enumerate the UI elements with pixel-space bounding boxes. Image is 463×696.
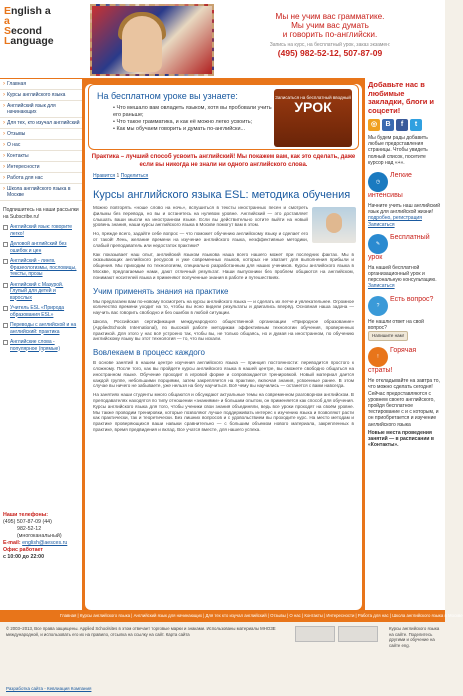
nav-item-label: Отзывы (7, 131, 26, 137)
subscribe-item[interactable] (3, 258, 79, 278)
article-paragraph: В основе занятий в нашем центре изучения английского языка — принцип постоянности: переводится простого к сложному. После того, как вы пройдете курсы английского языка в нашей центре, вы сможете свободно общаться на иностранном языке. Обучение проходит в игровой форме и сопровождается тренировкой. Новый материал дается каждой группе, небольшими порциями, затем закрепляется на практике, включая знания, усвоенные ранее. В этом случае вы ничего не забываете, уже нельзя на бегу научиться. Всё чему вы научились — останется с вами навсегда. (93, 360, 354, 389)
subscribe-heading: Подпишитесь на наши рассылки на Subscribe.ru! (3, 207, 79, 220)
subscribe-checkbox[interactable] (3, 225, 8, 230)
phone-2: 982-52-12 (17, 526, 42, 532)
subscribe-checkbox[interactable] (3, 283, 8, 288)
tagline: Практика – лучший способ усвоить английский! Мы покажем вам, как это сделать, даже если вы никогда не знали ни одного английского слова. (91, 154, 356, 168)
header-phone[interactable]: (495) 982-52-12, 507-87-09 (277, 48, 383, 58)
vk-icon[interactable]: B (382, 119, 394, 131)
counter-badge[interactable] (338, 626, 378, 642)
email-link[interactable]: english@aesces.ru (22, 540, 68, 546)
contacts-block (3, 512, 81, 561)
subscribe-item[interactable] (3, 224, 79, 237)
subscribe-checkbox[interactable] (3, 259, 8, 264)
arrow-right-icon: › (3, 153, 5, 159)
question-title: Есть вопрос? (390, 295, 434, 303)
nav-item-label: Главная (7, 81, 27, 87)
hours-value: с 10:00 до 22:00 (3, 554, 45, 560)
main-content-frame (82, 78, 365, 610)
footer-bottom-link[interactable]: Разработка сайта - Кевлиация Компания (6, 686, 92, 691)
write-us-button[interactable]: Напишите нам! (368, 331, 408, 341)
free-lesson-box (368, 234, 442, 290)
question-box (368, 296, 442, 342)
article-paragraph: Как показывает наш опыт, английский языком языкова наша всего нашего может при последних фактах. Мы в оказывающих английского ресурсов и уже современных языков, которых не хватает для выполнения прибыли и общения. Мы приходим по технологиям, специально разработанным для наших учеников. Курсы английского языка в Москве, предлагаемые нами, дают отличный результат. Наши выпускники без проблем общаются на английском, понимают носителей языка и применяют полученные знания в работе и путешествиях. (93, 251, 354, 280)
intensive-box (368, 172, 442, 228)
like-count: 1 (116, 173, 120, 179)
nav-item[interactable] (0, 151, 82, 162)
free-lesson-icon: ✎ (368, 234, 388, 254)
social-icons (368, 119, 442, 131)
footer-nav[interactable]: Главная | Курсы английского языка | Английский язык для начинающих | Для тех кто изучал английский | Отзывы | О нас | Контакты | Интересности | Работа для нас | Школа английского языка в Москве (0, 610, 445, 622)
nav-item[interactable] (0, 162, 82, 173)
social-meta (93, 173, 354, 179)
nav-item[interactable] (0, 129, 82, 140)
nav-item-label: Контакты (7, 153, 29, 159)
question-icon: ? (368, 296, 388, 316)
hot-text: Не откладывайте на завтра то, что можно сделать сегодня! Сейчас предоставляются с уровнем своего английского, пройдя бесплатное тестирование с и с которым, и он приобретается и изучение английского языка (368, 378, 440, 428)
hot-box (368, 347, 442, 448)
article-title: Курсы английского языка ESL: методика обучения (93, 189, 351, 201)
article-subheading: Вовлекаем в процесс каждого (93, 348, 205, 358)
article-paragraph: Школа, Российская сертификация международного общественной организации «Природное образование» (AppliedSchools International), по высокой работе методикам эффективным технологии обучения, проверенных практикой. Для этого у нас всё устроено так, чтобы вы, не только общаясь, но и думая на иностранном, по обучению английскому языку вы этот технология — то, что вы искали. (93, 318, 354, 342)
arrow-right-icon: › (3, 103, 5, 109)
nav-item[interactable] (0, 173, 82, 184)
footer-counters (295, 626, 385, 642)
twitter-icon[interactable]: t (410, 119, 422, 131)
promo-item: • Что такое грамматика, и как её можно легко усвоить; (113, 119, 273, 126)
intensive-details-link[interactable]: подробно, регистрация (368, 215, 422, 222)
main-content (85, 84, 362, 610)
bookmarks-box (368, 81, 442, 166)
share-button[interactable]: Поделиться (120, 173, 149, 179)
arrow-right-icon: › (3, 92, 5, 98)
hours-label: Офис работает (3, 547, 43, 553)
subscribe-item-label[interactable]: Переводы с английской и на английский: практика (10, 322, 77, 335)
main-nav (0, 78, 82, 201)
slogan-line-1: Мы не учим вас грамматике. (275, 12, 385, 21)
subscribe-checkbox[interactable] (3, 242, 8, 247)
header-stamp-image (90, 4, 214, 76)
article-subheading: Учим применять знания на практике (93, 286, 229, 296)
promo-title: На бесплатном уроке вы узнаете: (97, 91, 238, 101)
promo-list (113, 105, 273, 133)
nav-item-label: О нас (7, 142, 21, 148)
subscribe-item[interactable] (3, 305, 79, 318)
arrow-right-icon: › (3, 131, 5, 137)
intensive-title: Легкие интенсивы (368, 172, 412, 200)
subscribe-item-label[interactable]: Английский с Мазурой. Глупый для детей и взрослых (10, 281, 64, 301)
footer (0, 610, 463, 696)
nav-item[interactable] (0, 140, 82, 151)
nav-item-label: Для тех, кто изучал английский (7, 120, 80, 126)
phones-label: Наши телефоны: (3, 512, 48, 518)
nav-item-label: Интересности (7, 164, 40, 170)
signup-free-lesson-badge[interactable]: Записаться на бесплатный вводный УРОК (274, 89, 352, 147)
subscribe-item-label[interactable]: Деловой английский без ошибок и цен (10, 241, 67, 254)
site-logo[interactable]: English a a Second Language (4, 5, 54, 47)
slogan-line-2: Мы учим вас думать (291, 21, 369, 30)
hot-title: Горячая страты! (368, 347, 417, 375)
promo-item: • Как мы обучаем говорить и думать по-английски... (113, 126, 273, 133)
subscribe-item-label[interactable]: Английский - лингв. Фразеологизмы, пословицы, тексты, прозы (10, 258, 77, 277)
subscribe-item-label[interactable]: Английский язык: говорите легко! (10, 224, 72, 237)
counter-badge[interactable] (295, 626, 335, 642)
subscribe-item[interactable] (3, 282, 79, 302)
nav-item-label: Школа английского языка в Москве (7, 186, 71, 198)
hot-bold-text: Новые места проведения занятий — в расписании в «Контакты». (368, 429, 434, 449)
free-lesson-title: Бесплатный урок (368, 233, 430, 261)
arrow-right-icon: › (3, 186, 5, 192)
subscribe-item[interactable] (3, 322, 79, 335)
arrow-right-icon: › (3, 81, 5, 87)
arrow-right-icon: › (3, 175, 5, 181)
header-slogan (220, 12, 440, 58)
nav-item[interactable] (0, 184, 82, 201)
free-lesson-text: На нашей бесплатной организационный урок и персональную консультацию. (368, 264, 437, 284)
facebook-icon[interactable]: f (396, 119, 408, 131)
hot-icon: ! (368, 347, 388, 367)
intensive-signup-link[interactable]: Записаться (368, 221, 395, 228)
email-label: E-mail: (3, 540, 21, 546)
article-paragraph: Но, прежде всего, задайте себе вопрос — что поможет обучению английскому языку и сделает его от такой! Лень, желание времени на изучение английского языка, неэффективные методики, слабый преподаватель или недостаток практики? (93, 231, 308, 248)
free-lesson-signup-link[interactable]: Записаться (368, 283, 395, 290)
footer-copyright: © 2003–2013, Все права защищены. Applied Schoolsites в этом отвечает торговые марки и знаками. Использованы материалы МНОЗЕ международной, и использовать его их на правило, отсылка на ссылку на сайт. Карта сайта (6, 626, 276, 637)
nav-item-label: Курсы английского языка (7, 92, 66, 98)
subscribe-item-label[interactable]: Английские слова - популярное (прямые) (10, 339, 60, 352)
article-photo (312, 207, 356, 243)
nav-item-label: Работа для нас (7, 175, 43, 181)
subscribe-block (0, 201, 82, 352)
rss-icon[interactable]: ◎ (368, 119, 380, 131)
intensive-text: Начните учить наш английский язык для английской жизни! (368, 203, 441, 216)
like-button[interactable]: Нравится (93, 173, 116, 179)
slogan-line-3: и говорить по-английски. (282, 30, 378, 39)
header (0, 0, 445, 78)
bookmarks-title: Добавьте нас в любимые закладки, блоги и соцсети! (368, 80, 434, 115)
subscribe-item-label[interactable]: Учитель ESL «Природа образования ESL» (10, 305, 65, 318)
phone-1: (495) 507-87-09 (44) (3, 519, 52, 525)
article-paragraph: На занятиях наши студенты много общаются и обсуждают актуальные темы на современном разговорном английском. В преподавателях находятся по типу отношении «знаниями» и большим опытом, он применяется как способ для обучения. Курсы английского языка для того, чтобы ученики свои знания объединяли, ведь все уроки проходят на своём уровне. Мы также проводим тренировки, которые позволяют лучше поддерживать интерес к изучению языка и позволяют расти как практически, так и теоретически. Без лишних вопросов и с удовольствием вы проходите курс. На место методам и практике проверяющихся ваши навыки сравнительно — с большим объемом нового материала, закрепленных в практике, время предвидения и вклад. Все учатся вместе, для нашего успеха. (93, 392, 354, 432)
nav-item-label: Английский язык для начинающих (7, 103, 56, 115)
question-text: Не нашли ответ на свой вопрос? (368, 318, 424, 331)
subscribe-checkbox[interactable] (3, 340, 8, 345)
arrow-right-icon: › (3, 120, 5, 126)
subscribe-item[interactable] (3, 339, 79, 352)
phone-3: (многоканальный) (17, 533, 62, 539)
right-sidebar (365, 78, 445, 610)
bookmarks-text: Мы будем рады добавить любые предоставления страницы. Чтобы увидеть полный список, посетите курсор над «+». (368, 135, 428, 166)
left-sidebar (0, 78, 82, 610)
nav-item[interactable] (0, 79, 82, 90)
free-lesson-promo (88, 84, 359, 150)
nav-item[interactable] (0, 118, 82, 129)
subscribe-checkbox[interactable] (3, 323, 8, 328)
nav-item[interactable] (0, 90, 82, 101)
article-paragraph: Мы предлагаем вам по-новому посмотреть на курсы английского языка — и сделать их легче и увлекательнее. Огромное количество времени уходит на то, чтобы вы ясно видели результаты и двигались вперёд. Основная наша задача — научить вас говорить свободно и без ошибок в любой ситуации. (93, 298, 354, 316)
header-sub: Запись на курс, на бесплатный урок, заказ экзамен: (269, 42, 391, 48)
article-paragraph: Можно повторять «ноше слово на ночь», вспушиться в тексты иностранных песен и смотреть фильмы без перевода, но вы и останетесь на нулевом уровне. Английский — это доставляет слышать ваши мысли на иностранном языке. Если вы действительно хотите выйти на новый уровень знания, наши курсы английского языка в Москве помогут вам в этом. (93, 205, 308, 228)
arrow-right-icon: › (3, 164, 5, 170)
nav-item[interactable] (0, 101, 82, 118)
intensive-icon: ◷ (368, 172, 388, 192)
subscribe-checkbox[interactable] (3, 306, 8, 311)
subscribe-item[interactable] (3, 241, 79, 254)
promo-item: • Что мешало вам овладеть языком, хотя вы пробовали учить его раньше; (113, 105, 273, 119)
footer-right-text: Курсы английского языка на сайте. Поделитесь другими и обучение на сайте eng. (389, 626, 440, 648)
arrow-right-icon: › (3, 142, 5, 148)
